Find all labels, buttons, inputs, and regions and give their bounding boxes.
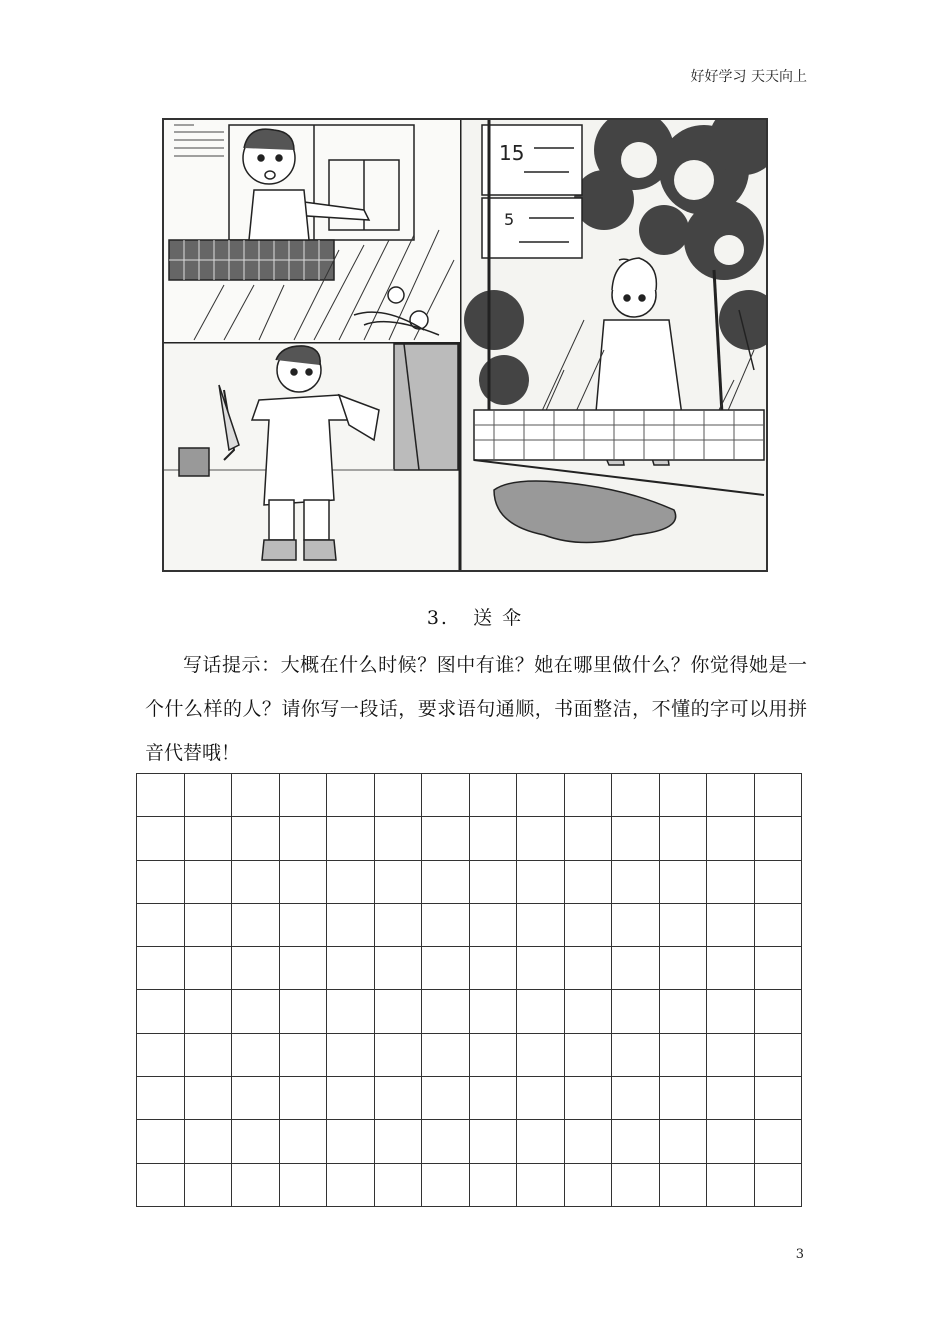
grid-cell[interactable]: [184, 1033, 232, 1076]
grid-cell[interactable]: [279, 1120, 327, 1163]
grid-cell[interactable]: [707, 860, 755, 903]
grid-row: [137, 1120, 802, 1163]
grid-cell[interactable]: [374, 774, 422, 817]
grid-cell[interactable]: [137, 1120, 185, 1163]
grid-cell[interactable]: [184, 903, 232, 946]
grid-cell[interactable]: [137, 1077, 185, 1120]
grid-row: [137, 947, 802, 990]
grid-cell[interactable]: [517, 1120, 565, 1163]
grid-cell[interactable]: [707, 990, 755, 1033]
grid-cell[interactable]: [422, 903, 470, 946]
grid-cell[interactable]: [137, 817, 185, 860]
grid-cell[interactable]: [327, 990, 375, 1033]
grid-cell[interactable]: [754, 1033, 802, 1076]
grid-cell[interactable]: [469, 1120, 517, 1163]
grid-cell[interactable]: [612, 774, 660, 817]
grid-cell[interactable]: [469, 774, 517, 817]
grid-cell[interactable]: [612, 860, 660, 903]
grid-cell[interactable]: [707, 947, 755, 990]
grid-cell[interactable]: [517, 1163, 565, 1206]
grid-cell[interactable]: [184, 990, 232, 1033]
grid-cell[interactable]: [137, 903, 185, 946]
grid-cell[interactable]: [232, 860, 280, 903]
grid-cell[interactable]: [184, 1077, 232, 1120]
grid-cell[interactable]: [517, 817, 565, 860]
grid-cell[interactable]: [137, 774, 185, 817]
grid-cell[interactable]: [137, 1033, 185, 1076]
grid-cell[interactable]: [137, 860, 185, 903]
writing-prompt: 写话提示：大概在什么时候？图中有谁？她在哪里做什么？你觉得她是一个什么样的人？请你写一段话，要求语句通顺，书面整洁，不懂的字可以用拼音代替哦！: [145, 654, 807, 764]
grid-cell[interactable]: [754, 1120, 802, 1163]
grid-cell[interactable]: [232, 1077, 280, 1120]
grid-cell[interactable]: [279, 903, 327, 946]
grid-cell[interactable]: [232, 990, 280, 1033]
grid-cell[interactable]: [279, 990, 327, 1033]
grid-cell[interactable]: [279, 817, 327, 860]
grid-row: [137, 1077, 802, 1120]
grid-cell[interactable]: [612, 947, 660, 990]
grid-cell[interactable]: [137, 990, 185, 1033]
grid-cell[interactable]: [327, 774, 375, 817]
grid-cell[interactable]: [327, 903, 375, 946]
grid-cell[interactable]: [184, 774, 232, 817]
grid-cell[interactable]: [327, 1120, 375, 1163]
grid-cell[interactable]: [232, 1120, 280, 1163]
grid-cell[interactable]: [422, 817, 470, 860]
grid-cell[interactable]: [754, 947, 802, 990]
grid-cell[interactable]: [612, 1120, 660, 1163]
grid-cell[interactable]: [232, 1033, 280, 1076]
grid-cell[interactable]: [232, 817, 280, 860]
grid-cell[interactable]: [327, 1033, 375, 1076]
grid-cell[interactable]: [184, 1120, 232, 1163]
grid-cell[interactable]: [374, 903, 422, 946]
grid-cell[interactable]: [232, 947, 280, 990]
grid-cell[interactable]: [422, 947, 470, 990]
grid-cell[interactable]: [279, 1033, 327, 1076]
grid-cell[interactable]: [659, 947, 707, 990]
grid-cell[interactable]: [374, 1033, 422, 1076]
grid-cell[interactable]: [612, 817, 660, 860]
grid-cell[interactable]: [564, 774, 612, 817]
grid-cell[interactable]: [232, 903, 280, 946]
grid-cell[interactable]: [564, 903, 612, 946]
grid-cell[interactable]: [612, 990, 660, 1033]
grid-cell[interactable]: [374, 817, 422, 860]
grid-cell[interactable]: [754, 860, 802, 903]
panel-raincoat: [164, 344, 458, 570]
panel-window-rain: [164, 120, 460, 342]
grid-cell[interactable]: [327, 1077, 375, 1120]
grid-cell[interactable]: [469, 947, 517, 990]
grid-cell[interactable]: [659, 1163, 707, 1206]
grid-cell[interactable]: [184, 1163, 232, 1206]
grid-cell[interactable]: [517, 1033, 565, 1076]
grid-cell[interactable]: [564, 1033, 612, 1076]
grid-cell[interactable]: [612, 1163, 660, 1206]
grid-cell[interactable]: [659, 990, 707, 1033]
grid-cell[interactable]: [754, 1163, 802, 1206]
grid-row: [137, 1163, 802, 1206]
grid-cell[interactable]: [327, 1163, 375, 1206]
grid-cell[interactable]: [374, 1077, 422, 1120]
grid-cell[interactable]: [184, 947, 232, 990]
grid-cell[interactable]: [469, 817, 517, 860]
grid-cell[interactable]: [517, 990, 565, 1033]
grid-cell[interactable]: [659, 1077, 707, 1120]
grid-cell[interactable]: [517, 947, 565, 990]
grid-cell[interactable]: [564, 1077, 612, 1120]
grid-cell[interactable]: [469, 1077, 517, 1120]
grid-cell[interactable]: [422, 1077, 470, 1120]
grid-cell[interactable]: [279, 947, 327, 990]
grid-cell[interactable]: [374, 860, 422, 903]
grid-cell[interactable]: [232, 1163, 280, 1206]
grid-cell[interactable]: [707, 774, 755, 817]
grid-cell[interactable]: [564, 860, 612, 903]
grid-cell[interactable]: [564, 1163, 612, 1206]
grid-cell[interactable]: [707, 1163, 755, 1206]
section-title: [0, 603, 950, 630]
grid-cell[interactable]: [327, 817, 375, 860]
grid-cell[interactable]: [137, 1163, 185, 1206]
grid-cell[interactable]: [469, 903, 517, 946]
grid-cell[interactable]: [279, 1077, 327, 1120]
grid-row: [137, 774, 802, 817]
grid-cell[interactable]: [659, 817, 707, 860]
grid-cell[interactable]: [279, 774, 327, 817]
grid-cell[interactable]: [612, 1033, 660, 1076]
grid-cell[interactable]: [137, 947, 185, 990]
grid-cell[interactable]: [279, 1163, 327, 1206]
grid-cell[interactable]: [707, 1120, 755, 1163]
section-title-text: 送 伞: [473, 607, 524, 629]
grid-cell[interactable]: [422, 1163, 470, 1206]
grid-cell[interactable]: [374, 1163, 422, 1206]
grid-cell[interactable]: [659, 860, 707, 903]
grid-cell[interactable]: [659, 903, 707, 946]
sign-number-5: 5: [504, 210, 515, 229]
grid-cell[interactable]: [517, 774, 565, 817]
page-number: 3: [795, 1247, 804, 1262]
grid-cell[interactable]: [422, 860, 470, 903]
grid-cell[interactable]: [422, 1120, 470, 1163]
grid-cell[interactable]: [469, 990, 517, 1033]
grid-cell[interactable]: [707, 817, 755, 860]
grid-cell[interactable]: [374, 947, 422, 990]
writing-grid[interactable]: [136, 773, 802, 1207]
grid-cell[interactable]: [517, 860, 565, 903]
grid-cell[interactable]: [564, 1120, 612, 1163]
grid-cell[interactable]: [517, 903, 565, 946]
comic-illustration: [162, 118, 768, 572]
grid-cell[interactable]: [707, 1033, 755, 1076]
grid-cell[interactable]: [279, 860, 327, 903]
grid-cell[interactable]: [374, 990, 422, 1033]
grid-cell[interactable]: [232, 774, 280, 817]
grid-cell[interactable]: [612, 903, 660, 946]
grid-cell[interactable]: [659, 1033, 707, 1076]
grid-cell[interactable]: [422, 774, 470, 817]
grid-cell[interactable]: [184, 860, 232, 903]
grid-row: [137, 903, 802, 946]
grid-cell[interactable]: [469, 860, 517, 903]
grid-cell[interactable]: [754, 990, 802, 1033]
grid-cell[interactable]: [327, 860, 375, 903]
grid-cell[interactable]: [754, 774, 802, 817]
grid-cell[interactable]: [754, 817, 802, 860]
grid-row: [137, 990, 802, 1033]
grid-cell[interactable]: [517, 1077, 565, 1120]
header-motto: 好好学习 天天向上: [690, 69, 807, 85]
grid-cell[interactable]: [564, 947, 612, 990]
section-number: 3.: [426, 607, 449, 629]
grid-row: [137, 1033, 802, 1076]
grid-cell[interactable]: [612, 1077, 660, 1120]
grid-cell[interactable]: [564, 817, 612, 860]
grid-cell[interactable]: [184, 817, 232, 860]
grid-cell[interactable]: [422, 1033, 470, 1076]
grid-cell[interactable]: [327, 947, 375, 990]
sign-number-15: 15: [499, 141, 525, 165]
grid-cell[interactable]: [422, 990, 470, 1033]
grid-cell[interactable]: [659, 1120, 707, 1163]
grid-cell[interactable]: [659, 774, 707, 817]
panel-bus-stop: [462, 120, 766, 570]
grid-cell[interactable]: [374, 1120, 422, 1163]
grid-cell[interactable]: [564, 990, 612, 1033]
grid-cell[interactable]: [707, 1077, 755, 1120]
grid-row: [137, 817, 802, 860]
grid-cell[interactable]: [469, 1163, 517, 1206]
grid-cell[interactable]: [754, 1077, 802, 1120]
grid-cell[interactable]: [469, 1033, 517, 1076]
grid-cell[interactable]: [707, 903, 755, 946]
grid-cell[interactable]: [754, 903, 802, 946]
grid-row: [137, 860, 802, 903]
